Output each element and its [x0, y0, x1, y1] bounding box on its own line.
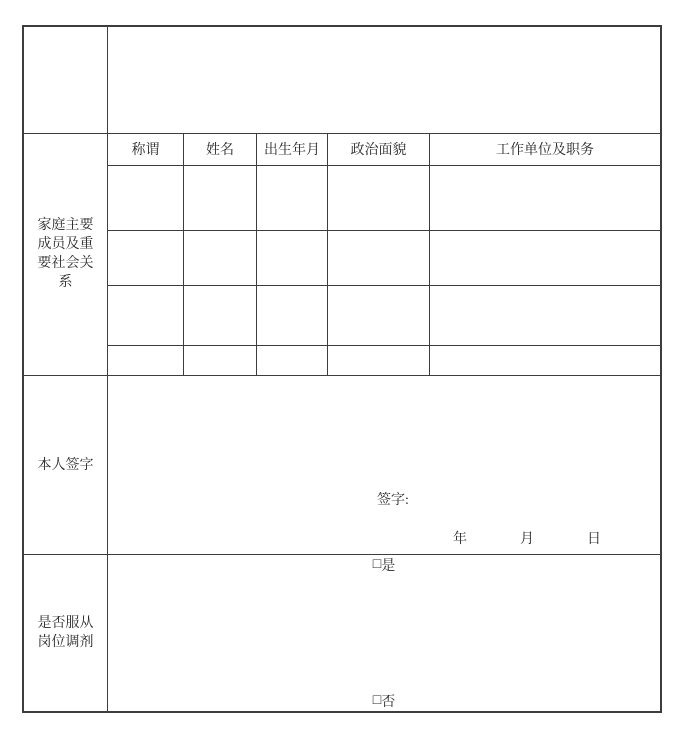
- cell-work-unit-position[interactable]: [430, 346, 660, 375]
- sign-prompt-label: 签字:: [377, 493, 409, 508]
- column-header-work-unit-position: 工作单位及职务: [496, 143, 594, 159]
- consent-no-label: 否: [381, 695, 396, 710]
- checkbox-yes-icon[interactable]: □: [372, 557, 382, 572]
- cell-work-unit-position[interactable]: [430, 286, 660, 345]
- cell-title[interactable]: [108, 286, 184, 345]
- cell-title[interactable]: [108, 166, 184, 230]
- family-label-line: 家庭主要: [37, 218, 94, 234]
- date-unit-month: 月: [520, 532, 534, 547]
- family-label-line: 成员及重: [37, 237, 94, 253]
- cell-name[interactable]: [184, 346, 257, 375]
- consent-label-line: 是否服从: [37, 616, 94, 631]
- family-table-row: [108, 231, 660, 286]
- consent-options-area: [108, 555, 660, 711]
- family-label-line: 要社会关: [37, 256, 94, 272]
- cell-birthdate[interactable]: [257, 286, 328, 345]
- cell-title[interactable]: [108, 346, 184, 375]
- column-header-title: 称谓: [108, 134, 184, 165]
- date-unit-year: 年: [453, 532, 467, 547]
- top-section-content-cell[interactable]: [108, 27, 660, 133]
- column-header-political-status: 政治面貌: [328, 134, 430, 165]
- cell-political-status[interactable]: [328, 346, 430, 375]
- top-section-label-cell: [24, 27, 108, 133]
- signature-section-label: [24, 376, 108, 554]
- application-form-table: [22, 25, 662, 713]
- consent-yes-label: 是: [381, 559, 396, 574]
- family-members-table: [108, 134, 660, 375]
- signature-input-area[interactable]: [108, 376, 660, 554]
- top-section: [24, 27, 660, 134]
- signature-section: [24, 376, 660, 555]
- consent-label-line: 岗位调剂: [37, 635, 94, 650]
- cell-name[interactable]: [184, 286, 257, 345]
- cell-name[interactable]: [184, 166, 257, 230]
- checkbox-no-icon[interactable]: □: [372, 693, 382, 708]
- family-table-row: [108, 166, 660, 231]
- cell-political-status[interactable]: [328, 286, 430, 345]
- column-header-name: 姓名: [184, 134, 257, 165]
- cell-political-status[interactable]: [328, 231, 430, 285]
- consent-option-yes[interactable]: [373, 555, 395, 575]
- cell-work-unit-position[interactable]: [430, 231, 660, 285]
- date-unit-day: 日: [587, 532, 601, 547]
- family-members-label: [24, 134, 108, 375]
- signature-label-text: 本人签字: [37, 457, 94, 473]
- column-header-birthdate: 出生年月: [257, 134, 328, 165]
- cell-political-status[interactable]: [328, 166, 430, 230]
- cell-work-unit-position[interactable]: [430, 166, 660, 230]
- cell-title[interactable]: [108, 231, 184, 285]
- cell-birthdate[interactable]: [257, 166, 328, 230]
- family-table-row: [108, 286, 660, 346]
- consent-section-label: [24, 555, 108, 711]
- consent-section: [24, 555, 660, 711]
- signature-date-row: [108, 530, 660, 550]
- family-members-section: [24, 134, 660, 376]
- cell-birthdate[interactable]: [257, 346, 328, 375]
- family-table-row: [108, 346, 660, 375]
- family-label-line: 系: [58, 275, 73, 291]
- cell-birthdate[interactable]: [257, 231, 328, 285]
- family-table-header-row: [108, 134, 660, 166]
- cell-name[interactable]: [184, 231, 257, 285]
- consent-option-no[interactable]: [373, 691, 395, 711]
